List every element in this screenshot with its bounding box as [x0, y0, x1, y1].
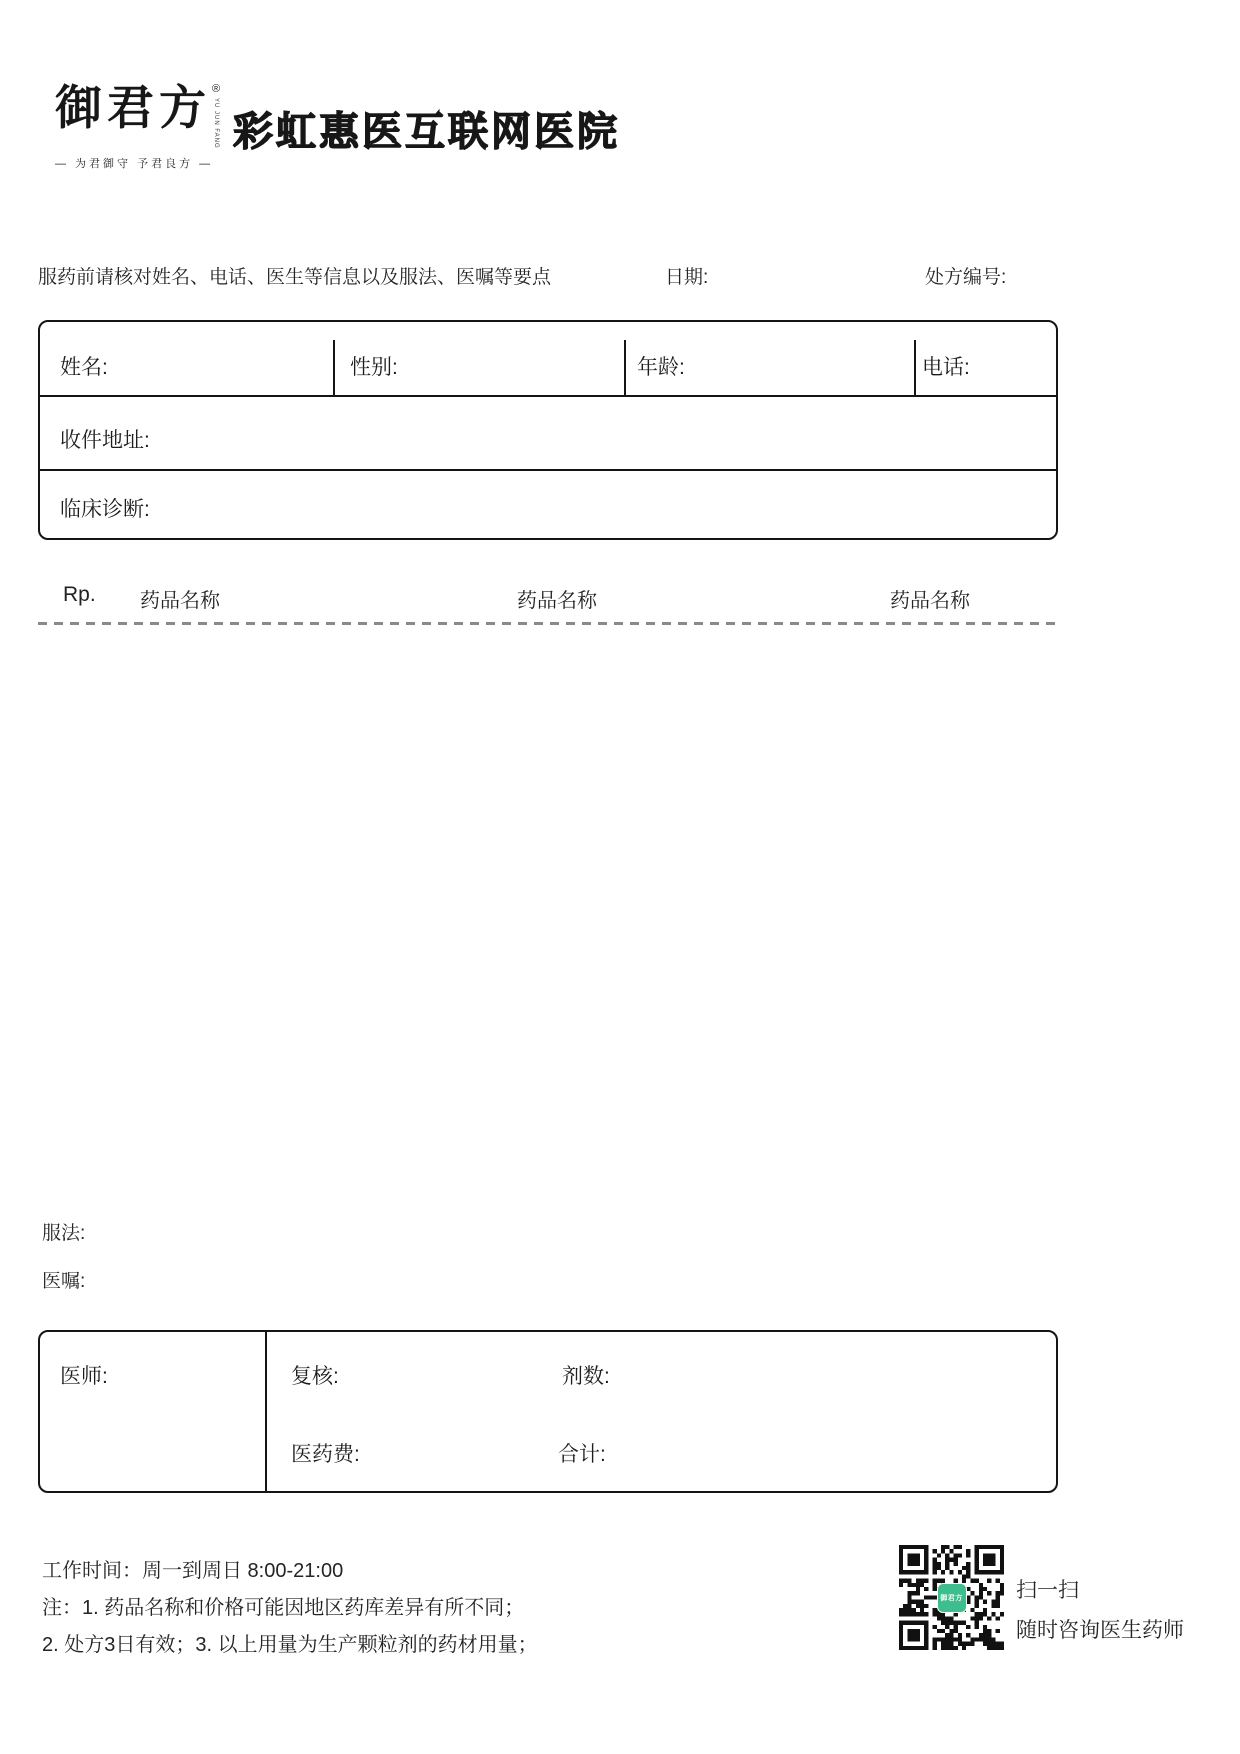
address-row	[40, 397, 1056, 471]
diagnosis-field-label: 临床诊断:	[60, 498, 150, 521]
phone-field-label: 电话:	[922, 356, 970, 379]
footnote-line-1: 注：1. 药品名称和价格可能因地区药库差异有所不同；	[42, 1597, 525, 1619]
doctor-advice-field-label: 医嘱:	[42, 1271, 86, 1292]
brand-tagline: — 为君御守 予君良方 —	[55, 157, 214, 170]
hospital-name: 彩虹惠医互联网医院	[233, 110, 620, 154]
column-divider	[914, 340, 916, 395]
rx-number-field-label: 处方编号:	[925, 267, 1007, 288]
gender-field-label: 性别:	[350, 356, 398, 379]
brand-logo-latin: YU JUN FANG	[213, 98, 220, 149]
brand-logo-text: 御君方	[55, 81, 211, 136]
diagnosis-row	[40, 471, 1056, 538]
column-divider	[624, 340, 626, 395]
address-field-label: 收件地址:	[60, 429, 150, 452]
work-hours-note: 工作时间：周一到周日 8:00-21:00	[42, 1560, 344, 1582]
drug-name-column-header: 药品名称	[890, 590, 970, 612]
scan-subtitle: 随时咨询医生药师	[1016, 1619, 1184, 1642]
drug-name-column-header: 药品名称	[140, 590, 220, 612]
qr-center-badge	[937, 1583, 967, 1613]
doctor-field-label: 医师:	[60, 1365, 108, 1388]
age-field-label: 年龄:	[637, 356, 685, 379]
footnote-line-2: 2. 处方3日有效；3. 以上用量为生产颗粒剂的药材用量；	[42, 1634, 538, 1656]
dashed-separator	[38, 622, 1058, 625]
qr-center-text: 御君方	[940, 1594, 963, 1602]
signoff-box	[38, 1330, 1058, 1493]
notice-row	[38, 262, 1058, 288]
qr-code	[899, 1545, 1004, 1650]
column-divider	[265, 1332, 267, 1491]
rp-header-row	[38, 583, 1058, 612]
verification-notice: 服药前请核对姓名、电话、医生等信息以及服法、医嘱等要点	[38, 267, 552, 288]
brand-logo	[55, 81, 221, 171]
medicine-fee-field-label: 医药费:	[291, 1443, 360, 1466]
scan-title: 扫一扫	[1016, 1579, 1079, 1602]
date-field-label: 日期:	[665, 267, 709, 288]
drug-name-column-header: 药品名称	[517, 590, 597, 612]
patient-basic-row	[40, 322, 1056, 397]
name-field-label: 姓名:	[60, 356, 108, 379]
registered-trademark-icon: ®	[212, 83, 221, 95]
total-field-label: 合计:	[558, 1443, 606, 1466]
rp-label: Rp.	[63, 583, 96, 606]
column-divider	[333, 340, 335, 395]
doses-field-label: 剂数:	[562, 1365, 610, 1388]
patient-info-box	[38, 320, 1058, 540]
review-field-label: 复核:	[291, 1365, 339, 1388]
usage-field-label: 服法:	[42, 1223, 86, 1244]
